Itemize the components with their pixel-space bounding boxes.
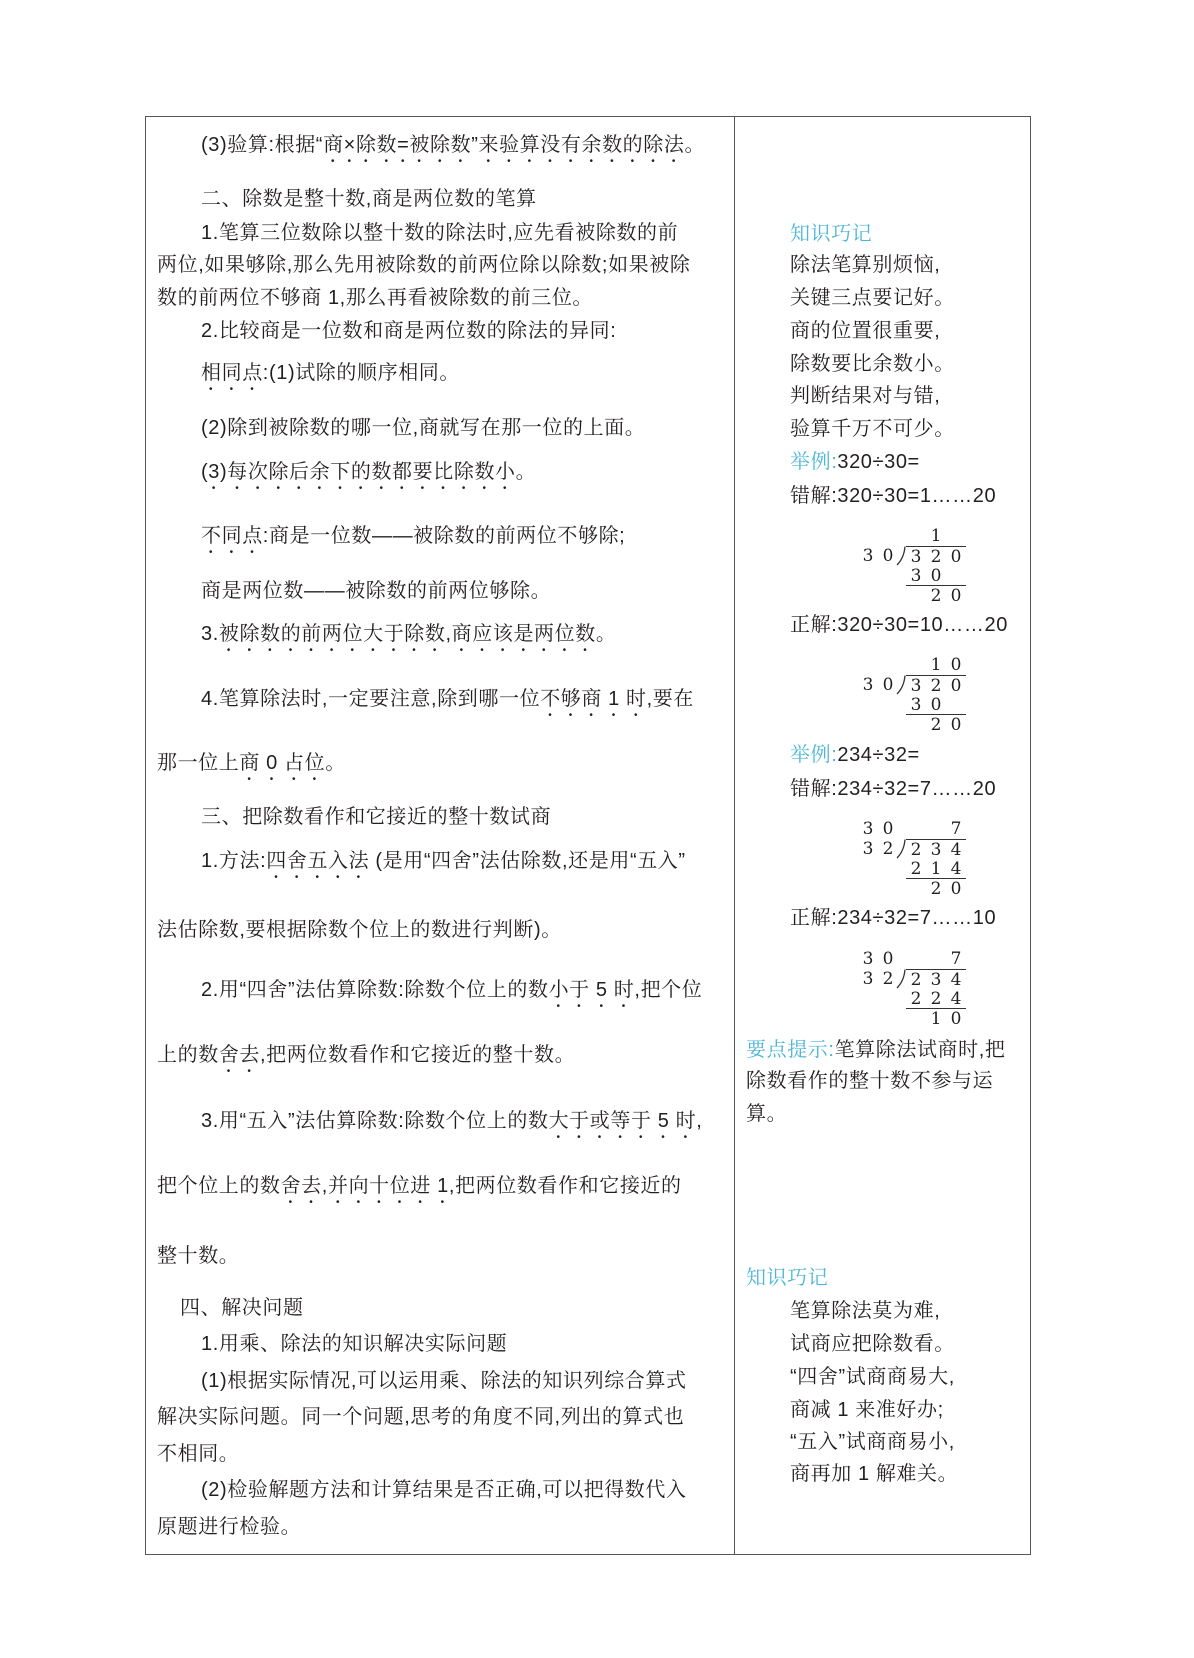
text-segment: 正解:234÷32=7……10	[790, 907, 997, 929]
digit: 0	[950, 586, 962, 606]
text-segment: 除数看作的整十数不参与运	[746, 1070, 994, 1092]
text-segment: 2.比较商是一位数和商是两位数的除法的异同:	[201, 320, 617, 342]
cell	[878, 715, 898, 735]
division-row	[858, 715, 966, 735]
text-segment: 数的前两位不够商 1,那么再看被除数的前三位。	[157, 287, 594, 309]
digit: 3	[906, 546, 926, 566]
text-segment: 原题进行检验。	[157, 1516, 302, 1538]
main-line	[201, 1369, 687, 1393]
main-line	[201, 221, 678, 245]
cell	[946, 695, 966, 715]
emphasized-text: 不够商 1 时	[540, 688, 647, 710]
division-row	[858, 546, 966, 566]
side-line	[790, 222, 872, 246]
cell	[906, 949, 926, 969]
cell	[878, 989, 898, 1009]
text-segment: (1)根据实际情况,可以运用乘、除法的知识列综合算式	[201, 1370, 687, 1392]
side-line	[790, 1462, 958, 1486]
side-line	[790, 906, 996, 930]
division-row	[858, 989, 966, 1009]
digit: 3	[926, 839, 946, 859]
cell	[878, 655, 898, 675]
side-line	[790, 1365, 955, 1389]
side-line	[790, 1332, 955, 1356]
cell	[858, 1009, 878, 1029]
cell	[906, 715, 926, 735]
digit: 3	[862, 969, 874, 989]
long-division	[858, 949, 966, 1029]
cell	[878, 526, 898, 546]
main-line	[201, 361, 460, 395]
text-segment: ,把个位	[634, 979, 703, 1001]
text-segment: 1.用乘、除法的知识解决实际问题	[201, 1333, 508, 1355]
long-division	[858, 819, 966, 899]
digit: 0	[950, 715, 962, 735]
cell	[878, 859, 898, 879]
main-line	[157, 286, 593, 310]
digit: 2	[930, 879, 942, 899]
side-line	[746, 1102, 787, 1126]
text-segment: 四、解决问题	[180, 1297, 304, 1319]
cell	[878, 879, 898, 899]
side-line	[790, 1398, 944, 1422]
text-segment: 笔算除法莫为难,	[790, 1300, 941, 1322]
text-segment: 320÷30=	[837, 451, 920, 473]
digit: 1	[926, 859, 946, 879]
digit: 2	[882, 969, 894, 989]
digit: 1	[930, 526, 942, 546]
main-line	[157, 1442, 239, 1466]
text-segment: ,把两位数看作和它接近的	[448, 1175, 682, 1197]
division-row	[858, 566, 966, 586]
side-line	[790, 1430, 955, 1454]
text-segment: 把个位上的数	[157, 1175, 281, 1197]
cell	[858, 526, 878, 546]
division-row	[858, 526, 966, 546]
division-bracket-icon	[898, 546, 906, 566]
text-segment: (是用“四舍”法估除数,还是用“五入”	[369, 850, 686, 872]
cell	[906, 526, 926, 546]
digit: 7	[950, 819, 962, 839]
main-line	[157, 1405, 684, 1429]
cell	[898, 695, 906, 715]
side-line	[790, 613, 1008, 637]
text-segment: 商再加 1 解难关。	[790, 1463, 959, 1485]
digit: 3	[906, 566, 926, 586]
text-segment: (3)验算:根据“	[201, 134, 324, 156]
text-segment: 关键三点要记好。	[790, 287, 955, 309]
emphasized-text: 大于或等于 5 时	[548, 1110, 697, 1132]
text-segment: 4.笔算除法时,一定要注意,除到哪一位	[201, 688, 541, 710]
digit: 2	[926, 546, 946, 566]
text-segment: 三、把除数看作和它接近的整十数试商	[201, 806, 552, 828]
digit: 1	[930, 1009, 942, 1029]
text-segment: 3.	[201, 623, 219, 645]
cell	[898, 526, 906, 546]
emphasized-text: 舍去,并向十位进 1	[280, 1175, 449, 1197]
emphasized-text: 被除数的前两位大于除数,商应该是两位数。	[218, 623, 617, 645]
digit: 3	[926, 969, 946, 989]
side-line	[790, 743, 920, 767]
digit: 0	[926, 695, 946, 715]
digit: 0	[882, 949, 894, 969]
highlight-label: 知识巧记	[790, 223, 873, 245]
main-line	[157, 918, 562, 942]
digit: 0	[950, 879, 962, 899]
text-segment: 错解:320÷30=1……20	[790, 485, 997, 507]
side-line	[790, 777, 996, 801]
cell	[926, 819, 946, 839]
highlight-label: 要点提示:	[746, 1039, 835, 1061]
text-segment: 错解:234÷32=7……20	[790, 778, 997, 800]
emphasized-text: 商 0 占位	[239, 752, 326, 774]
text-segment: 两位,如果够除,那么先用被除数的前两位除以除数;如果被除	[157, 254, 691, 276]
text-segment: 商的位置很重要,	[790, 320, 941, 342]
division-row	[858, 655, 966, 675]
digit: 4	[946, 839, 966, 859]
main-line	[201, 978, 702, 1012]
text-segment: 笔算除法试商时,把	[834, 1039, 1006, 1061]
division-row	[858, 819, 966, 839]
main-line	[201, 524, 625, 558]
cell	[898, 859, 906, 879]
text-segment: 上的数	[157, 1044, 219, 1066]
text-segment: 除数要比余数小。	[790, 353, 955, 375]
digit: 4	[946, 989, 966, 1009]
main-line	[201, 133, 705, 167]
cell	[946, 566, 966, 586]
long-division	[858, 526, 966, 606]
main-line	[201, 1109, 702, 1143]
cell	[906, 655, 926, 675]
text-segment: 整十数。	[157, 1245, 240, 1267]
division-row	[858, 859, 966, 879]
text-segment: 验算千万不可少。	[790, 418, 955, 440]
text-segment: 不相同。	[157, 1443, 240, 1465]
text-segment: ,要在	[646, 688, 694, 710]
division-row	[858, 879, 966, 899]
digit: 2	[906, 839, 926, 859]
cell	[858, 859, 878, 879]
text-segment: 法估除数,要根据除数个位上的数进行判断)。	[157, 919, 562, 941]
division-bracket-icon	[898, 675, 906, 695]
main-line	[157, 751, 346, 785]
cell	[898, 566, 906, 586]
text-segment: 商是一位数——被除数的前两位不够除;	[268, 525, 626, 547]
highlight-label: 知识巧记	[746, 1267, 829, 1289]
digit: 0	[946, 675, 966, 695]
digit: 3	[906, 695, 926, 715]
side-line	[746, 1038, 1006, 1062]
main-line	[201, 1478, 687, 1502]
side-line	[790, 286, 955, 310]
text-segment: (1)试除的顺序相同。	[268, 362, 461, 384]
cell	[906, 879, 926, 899]
highlight-label: 举例:	[790, 451, 838, 473]
text-segment: 判断结果对与错,	[790, 385, 941, 407]
division-row	[858, 949, 966, 969]
side-line	[790, 417, 955, 441]
emphasized-text: 相同点:	[201, 362, 269, 384]
side-line	[790, 253, 940, 277]
main-line	[201, 416, 645, 440]
digit: 3	[862, 839, 874, 859]
digit: 2	[882, 839, 894, 859]
long-division	[858, 655, 966, 735]
cell	[878, 695, 898, 715]
text-segment: 试商应把除数看。	[790, 1333, 955, 1355]
text-segment: 算。	[746, 1103, 788, 1125]
emphasized-text: 四舍五入法	[266, 850, 370, 872]
cell	[926, 949, 946, 969]
text-segment: 二、除数是整十数,商是两位数的笔算	[201, 188, 537, 210]
main-line	[157, 1244, 239, 1268]
cell	[858, 715, 878, 735]
text-segment: 正解:320÷30=10……20	[790, 614, 1008, 636]
digit: 3	[862, 675, 874, 695]
text-segment: 1.方法:	[201, 850, 267, 872]
side-line	[790, 450, 920, 474]
division-row	[858, 839, 966, 859]
digit: 4	[946, 859, 966, 879]
digit: 4	[946, 969, 966, 989]
main-line	[201, 849, 686, 883]
division-row	[858, 969, 966, 989]
side-line	[790, 484, 996, 508]
cell	[878, 1009, 898, 1029]
emphasized-text: 舍去	[218, 1044, 261, 1066]
digit: 2	[930, 715, 942, 735]
emphasized-text: 商×除数=被除数”来验算没有余数的除法。	[323, 134, 706, 156]
main-line	[201, 687, 694, 721]
main-line	[157, 1174, 682, 1208]
cell	[946, 526, 966, 546]
main-line	[201, 805, 551, 829]
main-line	[201, 622, 616, 656]
digit: 0	[950, 1009, 962, 1029]
text-segment: ,	[696, 1110, 703, 1132]
digit: 2	[906, 969, 926, 989]
digit: 0	[882, 819, 894, 839]
text-segment: 3.用“五入”法估算除数:除数个位上的数	[201, 1110, 549, 1132]
column-divider	[734, 116, 735, 1555]
cell	[858, 586, 878, 606]
digit: 3	[862, 949, 874, 969]
main-line	[201, 460, 536, 494]
cell	[906, 819, 926, 839]
digit: 2	[926, 989, 946, 1009]
side-line	[790, 352, 955, 376]
cell	[898, 1009, 906, 1029]
text-segment: “四舍”试商商易大,	[790, 1366, 955, 1388]
side-line	[790, 1299, 940, 1323]
text-segment: 2.用“四舍”法估算除数:除数个位上的数	[201, 979, 549, 1001]
cell	[878, 586, 898, 606]
main-line	[201, 579, 551, 603]
main-line	[157, 253, 690, 277]
cell	[858, 566, 878, 586]
digit: 2	[926, 675, 946, 695]
main-line	[201, 1332, 507, 1356]
cell	[858, 695, 878, 715]
text-segment: (2)检验解题方法和计算结果是否正确,可以把得数代入	[201, 1479, 687, 1501]
cell	[898, 949, 906, 969]
emphasized-text: 小于 5 时	[548, 979, 635, 1001]
text-segment: 商是两位数——被除数的前两位够除。	[201, 580, 552, 602]
text-segment: 1.笔算三位数除以整十数的除法时,应先看被除数的前	[201, 222, 679, 244]
side-line	[790, 319, 940, 343]
digit: 3	[906, 675, 926, 695]
cell	[858, 879, 878, 899]
digit: 0	[882, 675, 894, 695]
digit: 2	[906, 859, 926, 879]
text-segment: 234÷32=	[837, 744, 920, 766]
side-line	[746, 1266, 828, 1290]
cell	[878, 566, 898, 586]
text-segment: 。	[325, 752, 346, 774]
division-bracket-icon	[898, 839, 906, 859]
digit: 0	[882, 546, 894, 566]
digit: 0	[946, 546, 966, 566]
main-line	[157, 1515, 301, 1539]
digit: 3	[862, 546, 874, 566]
text-segment: “五入”试商商易小,	[790, 1431, 955, 1453]
cell	[898, 586, 906, 606]
division-row	[858, 1009, 966, 1029]
division-row	[858, 586, 966, 606]
main-line	[201, 319, 616, 343]
digit: 2	[906, 989, 926, 1009]
emphasized-text: (3)每次除后余下的数都要比除数小。	[201, 461, 537, 483]
side-line	[790, 384, 940, 408]
cell	[898, 989, 906, 1009]
division-bracket-icon	[898, 969, 906, 989]
text-segment: 解决实际问题。同一个问题,思考的角度不同,列出的算式也	[157, 1406, 685, 1428]
emphasized-text: 不同点:	[201, 525, 269, 547]
main-line	[157, 1043, 575, 1077]
cell	[858, 989, 878, 1009]
cell	[906, 586, 926, 606]
digit: 0	[926, 566, 946, 586]
text-segment: 那一位上	[157, 752, 240, 774]
cell	[898, 655, 906, 675]
cell	[898, 715, 906, 735]
main-line	[180, 1296, 304, 1320]
division-row	[858, 695, 966, 715]
cell	[898, 879, 906, 899]
side-line	[746, 1069, 993, 1093]
digit: 3	[862, 819, 874, 839]
text-segment: ,把两位数看作和它接近的整十数。	[260, 1044, 576, 1066]
digit: 1	[930, 655, 942, 675]
digit: 2	[930, 586, 942, 606]
digit: 7	[950, 949, 962, 969]
cell	[858, 655, 878, 675]
cell	[898, 819, 906, 839]
cell	[906, 1009, 926, 1029]
text-segment: 商减 1 来准好办;	[790, 1399, 944, 1421]
text-segment: (2)除到被除数的哪一位,商就写在那一位的上面。	[201, 417, 646, 439]
digit: 0	[950, 655, 962, 675]
highlight-label: 举例:	[790, 744, 838, 766]
division-row	[858, 675, 966, 695]
text-segment: 除法笔算别烦恼,	[790, 254, 941, 276]
main-line	[201, 187, 537, 211]
